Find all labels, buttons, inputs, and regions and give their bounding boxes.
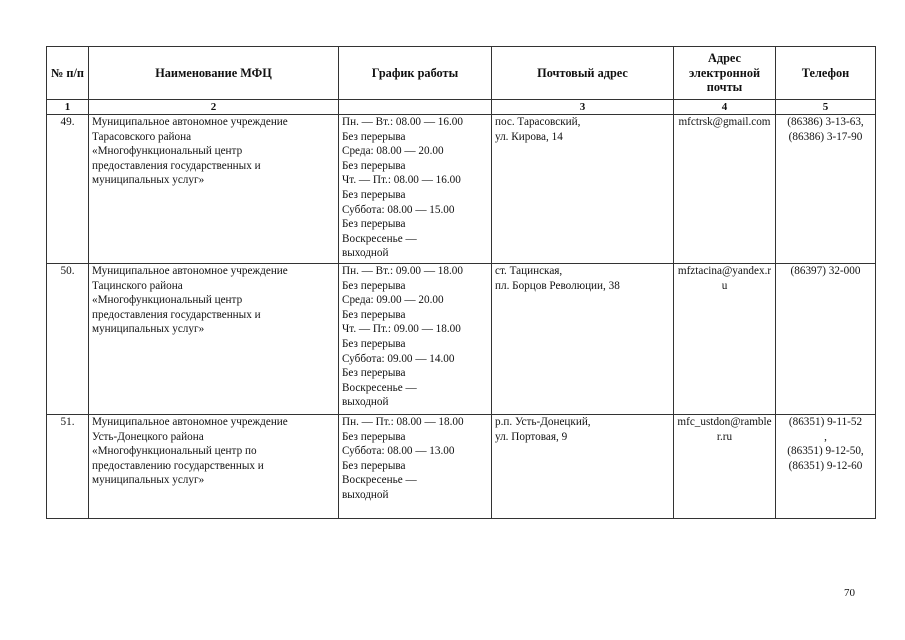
cell-line: Чт. — Пт.: 08.00 — 16.00 <box>342 174 461 187</box>
row-number: 50. <box>47 264 89 415</box>
header-address: Почтовый адрес <box>492 47 674 100</box>
cell-line: Без перерыва <box>342 308 406 321</box>
row-phone <box>776 115 876 264</box>
cell-line: Чт. — Пт.: 09.00 — 18.00 <box>342 323 461 336</box>
cell-line: Без перерыва <box>342 459 406 472</box>
table-row <box>47 115 876 264</box>
header-schedule: График работы <box>339 47 492 100</box>
cell-line: «Многофункциональный центр <box>92 145 243 158</box>
cell-line: Тацинского района <box>92 279 183 292</box>
cell-line: Суббота: 09.00 — 14.00 <box>342 352 455 365</box>
cell-line: Без перерыва <box>342 337 406 350</box>
row-phone <box>776 415 876 519</box>
table-row <box>47 415 876 519</box>
cell-line: Среда: 09.00 — 20.00 <box>342 294 444 307</box>
cell-line: Усть-Донецкого района <box>92 430 204 443</box>
row-address <box>492 115 674 264</box>
row-email: mfctrsk@gmail.com <box>674 115 776 264</box>
row-number: 49. <box>47 115 89 264</box>
header-email: Адрес электронной почты <box>674 47 776 100</box>
cell-line: предоставлению государственных и <box>92 459 264 472</box>
cell-line: Без перерыва <box>342 188 406 201</box>
cell-line: пос. Тарасовский, <box>495 116 581 128</box>
cell-line: Без перерыва <box>342 279 406 292</box>
cell-line: р.п. Усть-Донецкий, <box>495 416 591 428</box>
colnum-4: 4 <box>674 100 776 115</box>
cell-line: предоставления государственных и <box>92 159 261 172</box>
cell-line: Муниципальное автономное учреждение <box>92 265 288 277</box>
cell-line: Без перерыва <box>342 130 406 143</box>
cell-line: Муниципальное автономное учреждение <box>92 116 288 128</box>
header-phone: Телефон <box>776 47 876 100</box>
cell-line: Тарасовского района <box>92 130 192 143</box>
cell-line: Воскресенье — <box>342 381 417 394</box>
cell-line: Суббота: 08.00 — 13.00 <box>342 445 455 458</box>
cell-line: Воскресенье — <box>342 474 417 487</box>
colnum-5: 5 <box>776 100 876 115</box>
row-email: mfztacina@yandex.ru <box>674 264 776 415</box>
cell-line: пл. Борцов Революции, 38 <box>495 279 620 292</box>
row-email: mfc_ustdon@rambler.ru <box>674 415 776 519</box>
cell-line: выходной <box>342 396 389 409</box>
cell-line: (86351) 9-12-50, <box>787 445 864 458</box>
cell-line: Пн. — Вт.: 08.00 — 16.00 <box>342 116 463 128</box>
row-schedule <box>339 264 492 415</box>
cell-line: (86386) 3-17-90 <box>788 130 863 143</box>
cell-line: ул. Портовая, 9 <box>495 430 568 443</box>
cell-line: Муниципальное автономное учреждение <box>92 416 288 428</box>
mfc-table <box>46 46 876 519</box>
colnum-3: 3 <box>492 100 674 115</box>
cell-line: Без перерыва <box>342 367 406 380</box>
page-number: 70 <box>844 587 855 599</box>
cell-line: (86351) 9-11-52 <box>788 416 863 428</box>
cell-line: , <box>824 430 827 443</box>
row-schedule <box>339 415 492 519</box>
row-name <box>89 264 339 415</box>
cell-line: Без перерыва <box>342 430 406 443</box>
cell-line: Без перерыва <box>342 159 406 172</box>
cell-line: (86386) 3-13-63, <box>787 116 864 128</box>
row-schedule <box>339 115 492 264</box>
row-address <box>492 264 674 415</box>
colnum-2: 2 <box>89 100 339 115</box>
cell-line: выходной <box>342 488 389 501</box>
cell-line: Суббота: 08.00 — 15.00 <box>342 203 455 216</box>
cell-line: (86397) 32-000 <box>790 265 861 277</box>
cell-line: ст. Тацинская, <box>495 265 563 277</box>
cell-line: предоставления государственных и <box>92 308 261 321</box>
row-phone <box>776 264 876 415</box>
colnum-empty <box>339 100 492 115</box>
table-row <box>47 264 876 415</box>
row-number: 51. <box>47 415 89 519</box>
table-header-row <box>47 47 876 100</box>
colnum-1: 1 <box>47 100 89 115</box>
cell-line: Воскресенье — <box>342 232 417 245</box>
row-name <box>89 415 339 519</box>
cell-line: «Многофункциональный центр <box>92 294 243 307</box>
cell-line: (86351) 9-12-60 <box>788 459 863 472</box>
header-name: Наименование МФЦ <box>89 47 339 100</box>
cell-line: Пн. — Вт.: 09.00 — 18.00 <box>342 265 463 277</box>
cell-line: Без перерыва <box>342 218 406 231</box>
cell-line: Среда: 08.00 — 20.00 <box>342 145 444 158</box>
row-address <box>492 415 674 519</box>
cell-line: выходной <box>342 247 389 260</box>
mfc-table-container <box>46 46 875 519</box>
column-number-row <box>47 100 876 115</box>
cell-line: муниципальных услуг» <box>92 174 205 187</box>
header-num: № п/п <box>47 47 89 100</box>
cell-line: муниципальных услуг» <box>92 474 205 487</box>
cell-line: «Многофункциональный центр по <box>92 445 257 458</box>
cell-line: муниципальных услуг» <box>92 323 205 336</box>
row-name <box>89 115 339 264</box>
cell-line: ул. Кирова, 14 <box>495 130 563 143</box>
cell-line: Пн. — Пт.: 08.00 — 18.00 <box>342 416 464 428</box>
